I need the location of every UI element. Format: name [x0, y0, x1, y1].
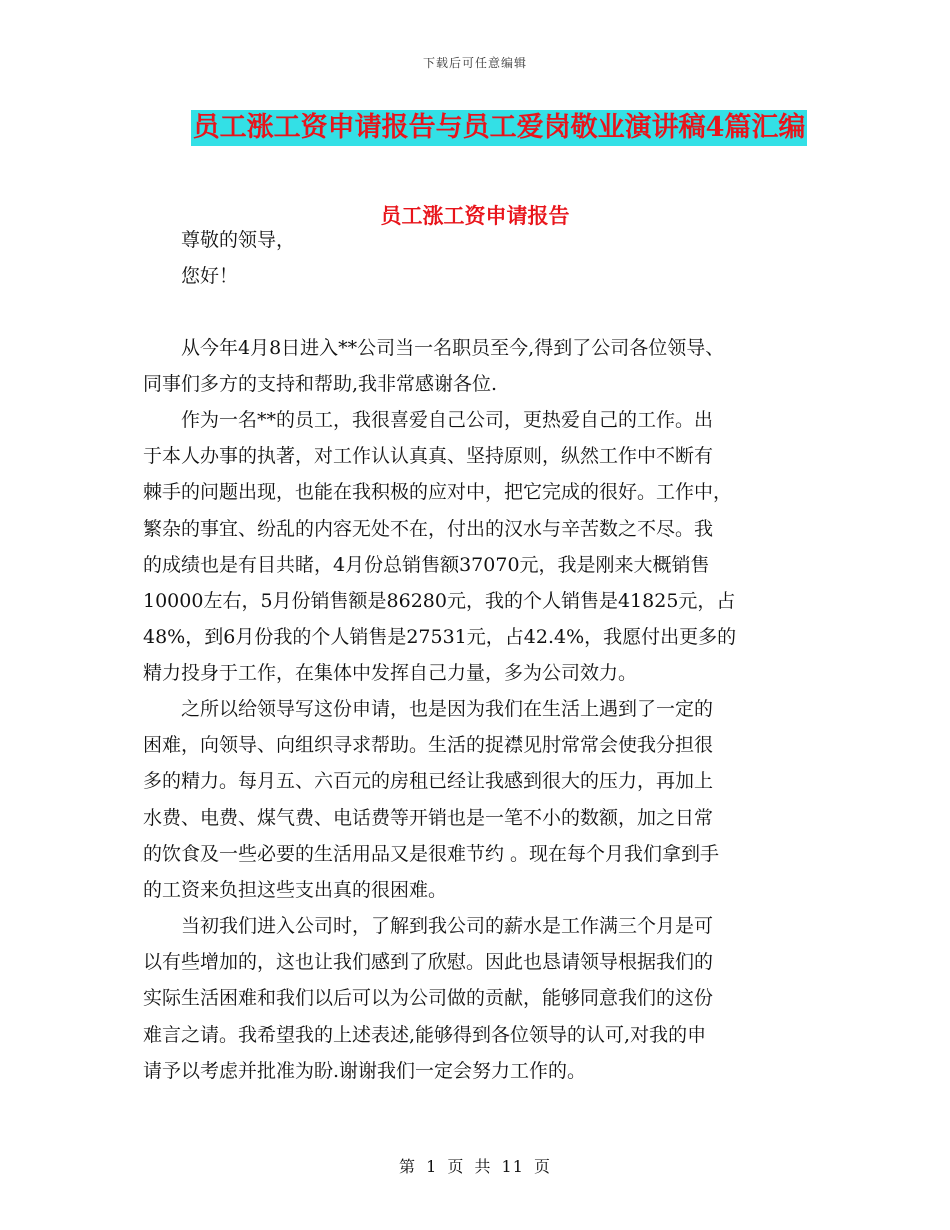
paragraph-line: 的成绩也是有目共睹，4月份总销售额37070元，我是刚来大概销售 [143, 553, 710, 576]
section-title: 员工涨工资申请报告 [380, 203, 570, 228]
paragraph-4 [143, 908, 815, 1089]
paragraph-2 [143, 402, 815, 692]
greeting-line: 您好！ [181, 265, 239, 287]
paragraph-line: 作为一名**的员工，我很喜爱自己公司，更热爱自己的工作。出 [181, 409, 714, 431]
paragraph-1 [143, 330, 815, 402]
paragraph-line: 之所以给领导写这份申请，也是因为我们在生活上遇到了一定的 [181, 698, 714, 720]
salutation [143, 222, 815, 258]
paragraph-3 [143, 691, 815, 908]
paragraph-text [143, 330, 815, 402]
paragraph-text [143, 402, 815, 692]
salutation-line: 尊敬的领导， [181, 229, 296, 251]
paragraph-line: 的工资来负担这些支出真的很困难。 [143, 879, 448, 902]
paragraph-line: 实际生活困难和我们以后可以为公司做的贡献，能够同意我们的这份 [143, 987, 714, 1010]
paragraph-text [143, 908, 815, 1089]
paragraph-line: 请予以考虑并批准为盼.谢谢我们一定会努力工作的。 [143, 1059, 587, 1082]
document-title-wrap [0, 110, 950, 146]
paragraph-line: 当初我们进入公司时，了解到我公司的薪水是工作满三个月是可 [181, 915, 714, 937]
paragraph-line: 48%，到6月份我的个人销售是27531元，占42.4%，我愿付出更多的 [143, 626, 737, 649]
paragraph-line: 水费、电费、煤气费、电话费等开销也是一笔不小的数额，加之日常 [143, 806, 714, 829]
paragraph-line: 困难，向领导、向组织寻求帮助。生活的捉襟见肘常常会使我分担很 [143, 734, 714, 757]
paragraph-line: 难言之请。我希望我的上述表述,能够得到各位领导的认可,对我的申 [143, 1023, 707, 1046]
paragraph-line: 于本人办事的执著，对工作认认真真、坚持原则，纵然工作中不断有 [143, 445, 714, 468]
paragraph-line: 精力投身于工作，在集体中发挥自己力量，多为公司效力。 [143, 662, 638, 685]
paragraph-line: 从今年4月8日进入**公司当一名职员至今,得到了公司各位领导、 [181, 337, 725, 359]
paragraph-line: 以有些增加的，这也让我们感到了欣慰。因此也恳请领导根据我们的 [143, 951, 714, 974]
greeting [143, 258, 815, 294]
header-note: 下载后可任意编辑 [422, 56, 527, 70]
paragraph-text [143, 691, 815, 908]
paragraph-line: 多的精力。每月五、六百元的房租已经让我感到很大的压力，再加上 [143, 770, 714, 793]
paragraph-line: 棘手的问题出现，也能在我积极的应对中，把它完成的很好。工作中， [143, 481, 733, 504]
paragraph-line: 繁杂的事宜、纷乱的内容无处不在，付出的汉水与辛苦数之不尽。我 [143, 517, 714, 540]
paragraph-line: 同事们多方的支持和帮助,我非常感谢各位. [143, 373, 498, 396]
page-number-footer: 第 1 页 共 11 页 [399, 1157, 551, 1176]
paragraph-line: 10000左右，5月份销售额是86280元，我的个人销售是41825元，占 [143, 590, 736, 613]
document-title: 员工涨工资申请报告与员工爱岗敬业演讲稿4篇汇编 [191, 110, 808, 146]
paragraph-line: 的饮食及一些必要的生活用品又是很难节约 。现在每个月我们拿到手 [143, 842, 720, 865]
